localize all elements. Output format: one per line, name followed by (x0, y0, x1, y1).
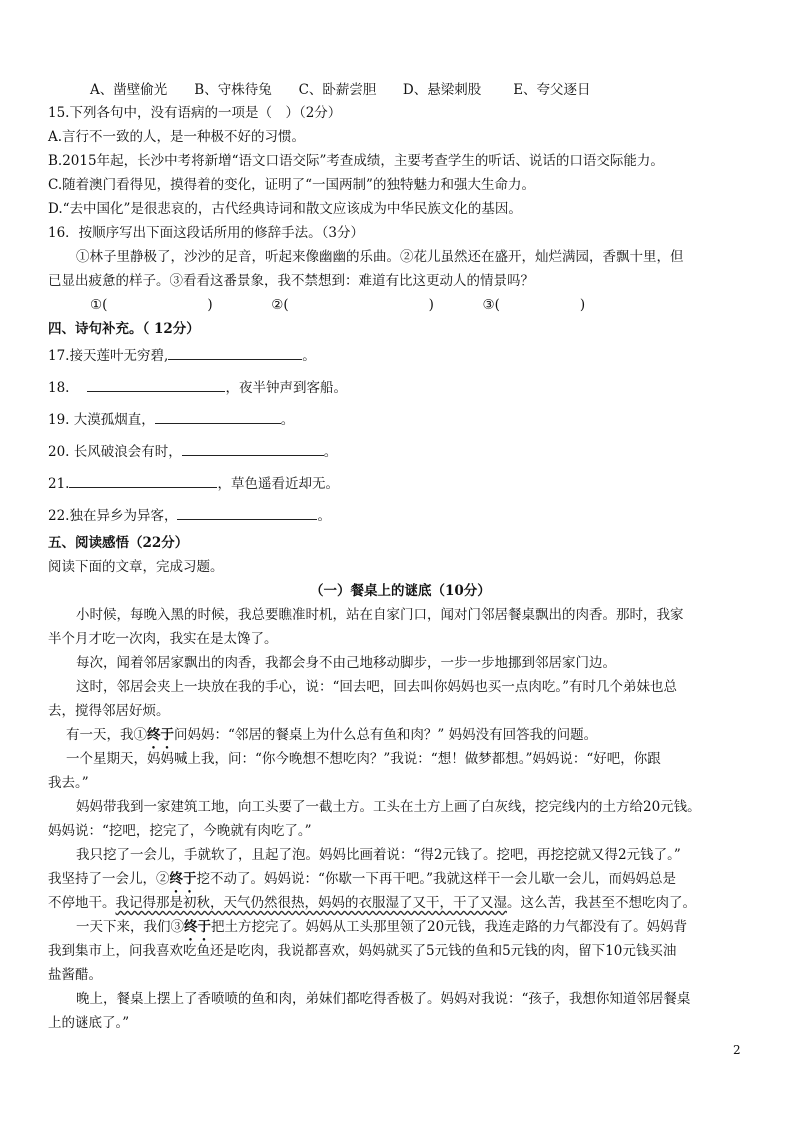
paragraph-7-post: 挖不动了。妈妈说：“你歇一下再干吧。”我就这样干一会儿歇一会儿，而妈妈总是 (196, 871, 677, 887)
q14-options-row (90, 80, 591, 100)
emphasis-mark-3: 终于 (184, 919, 211, 935)
wavy-underlined-sentence: 我记得那是初秋，天气仍然很热，妈妈的衣服湿了又干，干了又湿 (115, 895, 507, 911)
paragraph-7-line-3-post: 。这么苦，我甚至不想吃肉了。 (507, 895, 696, 911)
q18-number: 18. (48, 380, 70, 396)
paragraph-8-pre: 一天下来，我们③ (76, 919, 184, 935)
paragraph-8-line-2: 我到集市上，问我喜欢吃鱼还是吃肉，我说都喜欢，妈妈就买了5元钱的鱼和5元钱的肉，留下10元钱买油 (48, 943, 677, 959)
q21 (48, 473, 339, 494)
paragraph-7-pre: 我坚持了一会儿，② (48, 871, 170, 887)
paragraph-5-line-2: 我去。” (48, 775, 89, 791)
paragraph-3-line-1: 这时，邻居会夹上一块放在我的手心，说：“回去吧，回去叫你妈妈也买一点肉吃。”有时几个弟妹也总 (76, 679, 678, 695)
q16-passage-line2: 已显出疲惫的样子。③看看这番景象，我不禁想到：难道有比这更动人的情景吗？ (48, 273, 534, 289)
q15-option-d: D.“去中国化”是很悲哀的，古代经典诗词和散文应该成为中华民族文化的基因。 (48, 201, 522, 217)
q16-answer-row (90, 295, 585, 315)
paragraph-4-pre: 有一天，我① (66, 727, 147, 743)
paragraph-7-line-2 (48, 869, 676, 896)
q16-answer-3-close: ) (579, 297, 586, 313)
emphasis-mark-2: 终于 (169, 871, 197, 887)
q15-option-a: A.言行不一致的人，是一种极不好的习惯。 (48, 129, 306, 145)
q20 (48, 441, 337, 462)
paragraph-9-line-2: 上的谜底了。” (48, 1015, 130, 1031)
q15-stem: 15.下列各句中，没有语病的一项是（ ）（2分） (48, 105, 342, 121)
q16-answer-1-close: ) (207, 297, 213, 313)
paragraph-4 (66, 725, 597, 752)
section-4-title: 四、诗句补充。（ 12分） (48, 321, 200, 337)
paragraph-6-line-1: 妈妈带我到一家建筑工地，向工头要了一截土方。工头在土方上画了白灰线，挖完线内的土方给20元钱。 (76, 799, 701, 815)
page-number: 2 (733, 1043, 741, 1057)
paragraph-7-line-1: 我只挖了一会儿，手就软了，且起了泡。妈妈比画着说：“得2元钱了。挖吧，再挖挖就又得2元钱了。” (76, 847, 681, 863)
q16-answer-2-open: ②( (271, 297, 289, 313)
paragraph-2: 每次，闻着邻居家飘出的肉香，我都会身不由己地移动脚步，一步一步地挪到邻居家门边。 (76, 655, 616, 671)
q21-blank (69, 473, 217, 488)
q20-blank (182, 441, 324, 456)
paragraph-1-line-2: 半个月才吃一次肉，我实在是太馋了。 (48, 631, 278, 647)
paragraph-8-post: 把土方挖完了。妈妈从工头那里领了20元钱，我连走路的力气都没有了。妈妈背 (211, 919, 688, 935)
paragraph-8-line-1 (76, 917, 687, 944)
q14-option-c: C、卧薪尝胆 (298, 82, 377, 98)
paragraph-8-line-3: 盐酱醋。 (48, 967, 102, 983)
q17-text: 17.接天莲叶无穷碧, (48, 348, 169, 364)
paragraph-7-line-3 (48, 893, 696, 913)
q17-end: 。 (302, 348, 316, 364)
q21-text: ，草色遥看近却无。 (217, 476, 339, 492)
paragraph-3-line-2: 去，搅得邻居好烦。 (48, 703, 170, 719)
q20-text: 20. 长风破浪会有时， (48, 444, 182, 460)
paragraph-7-line-3-pre: 不停地干。 (48, 895, 116, 911)
q15-option-b: B.2015年起，长沙中考将新增“语文口语交际”考查成绩，主要考查学生的听话、说话的口语交际能力。 (48, 153, 664, 169)
q16-passage-line1: ①林子里静极了，沙沙的足音，听起来像幽幽的乐曲。②花儿虽然还在盛开，灿烂满园，香飘十里，但 (76, 249, 684, 265)
q19 (48, 409, 294, 430)
q15-option-c: C.随着澳门看得见，摸得着的变化，证明了“一国两制”的独特魅力和强大生命力。 (48, 177, 535, 193)
q17 (48, 345, 316, 366)
q19-blank (155, 409, 281, 424)
q14-option-e: E、夸父逐日 (513, 82, 591, 98)
section-5-title: 五、阅读感悟（22分） (48, 535, 189, 551)
q16-answer-2-close: ) (428, 297, 434, 313)
q14-option-d: D、悬梁刺股 (402, 82, 482, 98)
q19-end: 。 (280, 412, 295, 428)
paragraph-5-line-1: 一个星期天，妈妈喊上我，问：“你今晚想不想吃肉？”我说：“想！做梦都想。”妈妈说：“好吧，你跟 (66, 751, 661, 767)
q18 (48, 377, 347, 398)
q16-answer-1-open: ①( (90, 297, 108, 313)
q14-option-b: B、守株待兔 (194, 82, 272, 98)
paragraph-6-line-2: 妈妈说：“挖吧，挖完了，今晚就有肉吃了。” (48, 823, 312, 839)
q21-number: 21. (48, 476, 70, 492)
q18-text: ，夜半钟声到客船。 (225, 380, 347, 396)
q19-text: 19. 大漠孤烟直， (48, 412, 155, 428)
paragraph-9-line-1: 晚上，餐桌上摆上了香喷喷的鱼和肉，弟妹们都吃得香极了。妈妈对我说：“孩子，我想你知道邻居餐桌 (76, 991, 691, 1007)
q20-end: 。 (323, 444, 338, 460)
emphasis-mark-1: 终于 (147, 727, 174, 743)
q22-end: 。 (317, 508, 331, 524)
q16-stem: 16．按顺序写出下面这段话所用的修辞手法。（3分） (48, 225, 365, 241)
q18-blank (87, 377, 225, 392)
article-title: （一）餐桌上的谜底（10分） (310, 583, 491, 599)
paragraph-4-post: 问妈妈：“邻居的餐桌上为什么总有鱼和肉？” 妈妈没有回答我的问题。 (174, 727, 598, 743)
q16-answer-3-open: ③( (482, 297, 500, 313)
q22 (48, 505, 331, 526)
q22-blank (177, 505, 317, 520)
q22-text: 22.独在异乡为异客， (48, 508, 178, 524)
paragraph-1-line-1: 小时候，每晚入黑的时候，我总要瞧准时机，站在自家门口，闻对门邻居餐桌飘出的肉香。那时，我家 (76, 607, 684, 623)
q17-blank (168, 345, 302, 360)
section-5-intro: 阅读下面的文章，完成习题。 (48, 559, 224, 575)
q14-option-a: A、凿壁偷光 (90, 82, 168, 98)
